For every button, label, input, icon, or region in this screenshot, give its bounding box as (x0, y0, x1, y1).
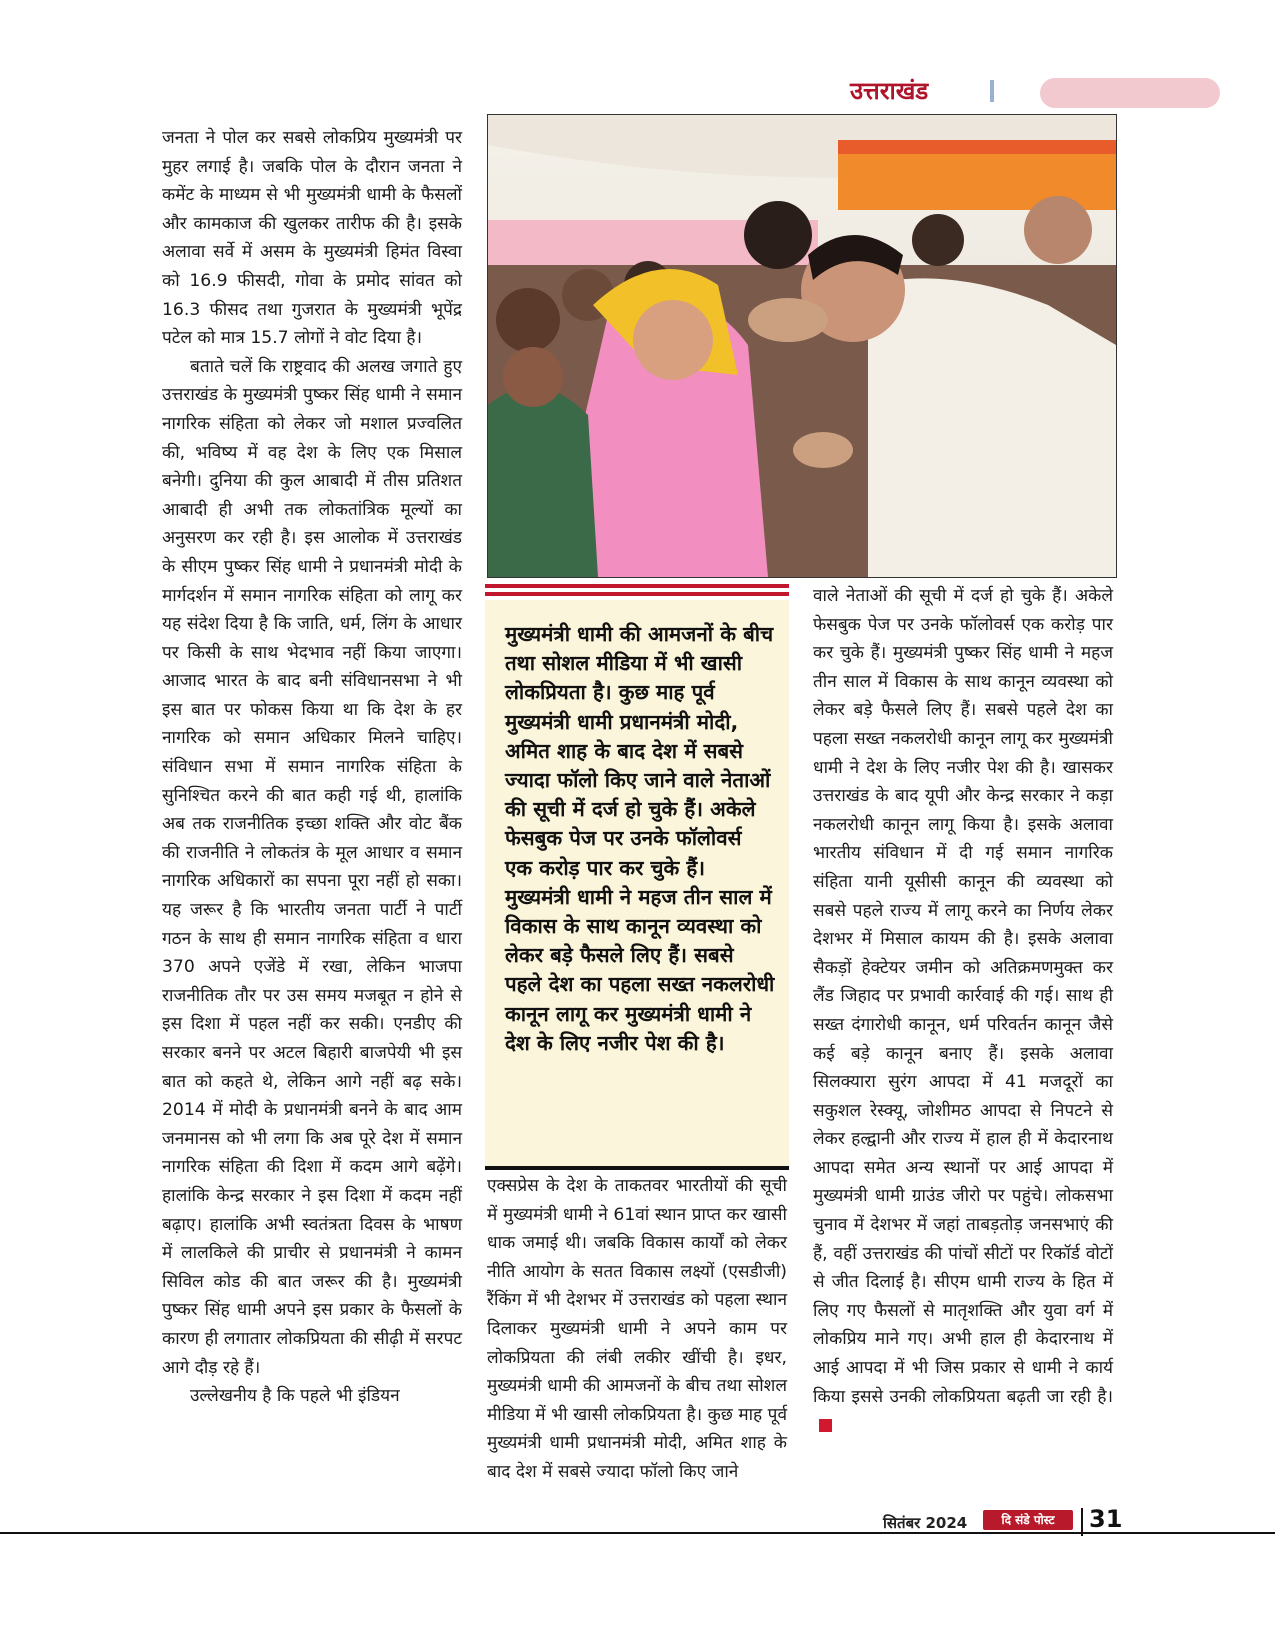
paragraph: जनता ने पोल कर सबसे लोकप्रिय मुख्यमंत्री पर मुहर लगाई है। जबकि पोल के दौरान जनता ने कमेंट के माध्यम से भी मुख्यमंत्री धामी के फैसलों और कामकाज की खुलकर तारीफ की है। इसके अलावा सर्वे में असम के मुख्यमंत्री हिमंत विस्वा को 16.9 फीसदी, गोवा के प्रमोद सांवत को 16.3 फीसद तथा गुजरात के मुख्यमंत्री भूपेंद्र पटेल को मात्र 15.7 लोगों ने वोट दिया है। (162, 128, 462, 349)
page-number: 31 (1089, 1505, 1123, 1533)
paragraph: उल्लेखनीय है कि पहले भी इंडियन (190, 1386, 400, 1407)
paragraph: बताते चलें कि राष्ट्रवाद की अलख जगाते हुए उत्तराखंड के मुख्यमंत्री पुष्कर सिंह धामी ने समान नागरिक संहिता को लेकर जो मशाल प्रज्वलित की, भविष्य में वह देश के लिए एक मिसाल बनेगी। दुनिया की कुल आबादी में तीस प्रतिशत आबादी ही अभी तक लोकतांत्रिक मूल्यों का अनुसरण कर रही है। इस आलोक में उत्तराखंड के सीएम पुष्कर सिंह धामी ने प्रधानमंत्री मोदी के मार्गदर्शन में समान नागरिक संहिता को लागू कर यह संदेश दिया है कि जाति, धर्म, लिंग के आधार पर किसी के साथ भेदभाव नहीं किया जाएगा। आजाद भारत के बाद बनी संविधानसभा ने भी इस बात पर फोकस किया था कि देश के हर नागरिक को समान अधिकार मिलने चाहिए। संविधान सभा में समान नागरिक संहिता के सुनिश्चित करने की बात कही गई थी, हालांकि अब तक राजनीतिक इच्छा शक्ति और वोट बैंक की राजनीति ने लोकतंत्र के मूल आधार व समान नागरिक अधिकारों का सपना पूरा नहीं हो सका। यह जरूर है कि भारतीय जनता पार्टी ने पार्टी गठन के साथ ही समान नागरिक संहिता व धारा 370 अपने एजेंडे में रखा, लेकिन भाजपा राजनीतिक तौर पर उस समय मजबूत न होने से इस दिशा में पहल नहीं कर सकी। एनडीए की सरकार बनने पर अटल बिहारी बाजपेयी भी इस बात को कहते थे, लेकिन आगे नहीं बढ़ सके। 2014 में मोदी के प्रधानमंत्री बनने के बाद आम जनमानस को भी लगा कि अब पूरे देश में समान नागरिक संहिता की दिशा में कदम आगे बढ़ेंगे। हालांकि केन्द्र सरकार ने इस दिशा में कदम नहीं बढ़ाए। हालांकि अभी स्वतंत्रता दिवस के भाषण में लालकिले की प्राचीर से प्रधानमंत्री ने कामन सिविल कोड की बात जरूर की है। मुख्यमंत्री पुष्कर सिंह धामी अपने इस प्रकार के फैसलों के कारण ही लगातार लोकप्रियता की सीढ़ी में सरपट आगे दौड़ रहे हैं। (162, 356, 462, 1378)
photo-illustration (488, 115, 1116, 577)
footer-rule (0, 1532, 1275, 1534)
pullquote-text: मुख्यमंत्री धामी की आमजनों के बीच तथा सोशल मीडिया में भी खासी लोकप्रियता है। कुछ माह पूर्व मुख्यमंत्री धामी प्रधानमंत्री मोदी, अमित शाह के बाद देश में सबसे ज्यादा फॉलो किए जाने वाले नेताओं की सूची में दर्ज हो चुके हैं। अकेले फेसबुक पेज पर उनके फॉलोवर्स एक करोड़ पार कर चुके हैं। मुख्यमंत्री धामी ने महज तीन साल में विकास के साथ कानून व्यवस्था को लेकर बड़े फैसले लिए हैं। सबसे पहले देश का पहला सख्त नकलरोधी कानून लागू कर मुख्यमंत्री धामी ने देश के लिए नजीर पेश की है। (505, 622, 775, 1055)
paragraph-text: वाले नेताओं की सूची में दर्ज हो चुके हैं। अकेले फेसबुक पेज पर उनके फॉलोवर्स एक करोड़ पार कर चुके हैं। मुख्यमंत्री पुष्कर सिंह धामी ने महज तीन साल में विकास के साथ कानून व्यवस्था को लेकर बड़े फैसले लिए हैं। सबसे पहले देश का पहला सख्त नकलरोधी कानून लागू कर मुख्यमंत्री धामी ने देश के लिए नजीर पेश की है। खासकर उत्तराखंड के बाद यूपी और केन्द्र सरकार ने कड़ा नकलरोधी कानून लागू किया है। इसके अलावा भारतीय संविधान में दी गई समान नागरिक संहिता यानी यूसीसी कानून की व्यवस्था को सबसे पहले राज्य में लागू करने का निर्णय लेकर देशभर में मिसाल कायम की है। इसके अलावा सैकड़ों हेक्टेयर जमीन को अतिक्रमणमुक्त कर लैंड जिहाद पर प्रभावी कार्रवाई की गई। साथ ही सख्त दंगारोधी कानून, धर्म परिवर्तन कानून जैसे कई बड़े कानून बनाए हैं। इसके अलावा सिलक्यारा सुरंग आपदा में 41 मजदूरों का सकुशल रेस्क्यू, जोशीमठ आपदा से निपटने से लेकर हल्द्वानी और राज्य में हाल ही में केदारनाथ आपदा समेत अन्य स्थानों पर आई आपदा में मुख्यमंत्री धामी ग्राउंड जीरो पर पहुंचे। लोकसभा चुनाव में देशभर में जहां ताबड़तोड़ जनसभाएं की हैं, वहीं उत्तराखंड की पांचों सीटों पर रिकॉर्ड वोटों से जीत दिलाई है। सीएम धामी राज्य के हित में लिए गए फैसलों से मातृशक्ति और युवा वर्ग में लोकप्रिय माने गए। अभी हाल ही केदारनाथ में आई आपदा में भी जिस प्रकार से धामी ने कार्य किया इससे उनकी लोकप्रियता बढ़ती जा रही है। (813, 586, 1113, 1407)
article-photo (487, 114, 1117, 578)
section-pill-decoration (1040, 78, 1220, 108)
section-divider (990, 80, 994, 102)
magazine-logo: दि संडे पोस्ट (983, 1510, 1073, 1530)
footer-date: सितंबर 2024 (883, 1514, 968, 1532)
section-title: उत्तराखंड (850, 77, 929, 105)
article-column-left (162, 124, 462, 1411)
pullquote-rule-top (485, 584, 789, 588)
paragraph: एक्सप्रेस के देश के ताकतवर भारतीयों की सूची में मुख्यमंत्री धामी ने 61वां स्थान प्राप्त कर खासी धाक जमाई थी। जबकि विकास कार्यों को लेकर नीति आयोग के सतत विकास लक्ष्यों (एसडीजी) रैंकिंग में भी देशभर में उत्तराखंड को पहला स्थान दिलाकर मुख्यमंत्री धामी ने अपने काम पर लोकप्रियता की लंबी लकीर खींची है। इधर, मुख्यमंत्री धामी की आमजनों के बीच तथा सोशल मीडिया में भी खासी लोकप्रियता है। कुछ माह पूर्व मुख्यमंत्री धामी प्रधानमंत्री मोदी, अमित शाह के बाद देश में सबसे ज्यादा फॉलो किए जाने (487, 1176, 787, 1482)
footer-divider (1081, 1508, 1083, 1536)
article-column-right (813, 582, 1113, 1440)
paragraph (813, 582, 1113, 1440)
end-mark-icon (819, 1419, 832, 1432)
pullquote-rule-bottom (485, 1166, 789, 1170)
pullquote-rule-top (485, 592, 789, 596)
article-column-middle (487, 1172, 787, 1487)
